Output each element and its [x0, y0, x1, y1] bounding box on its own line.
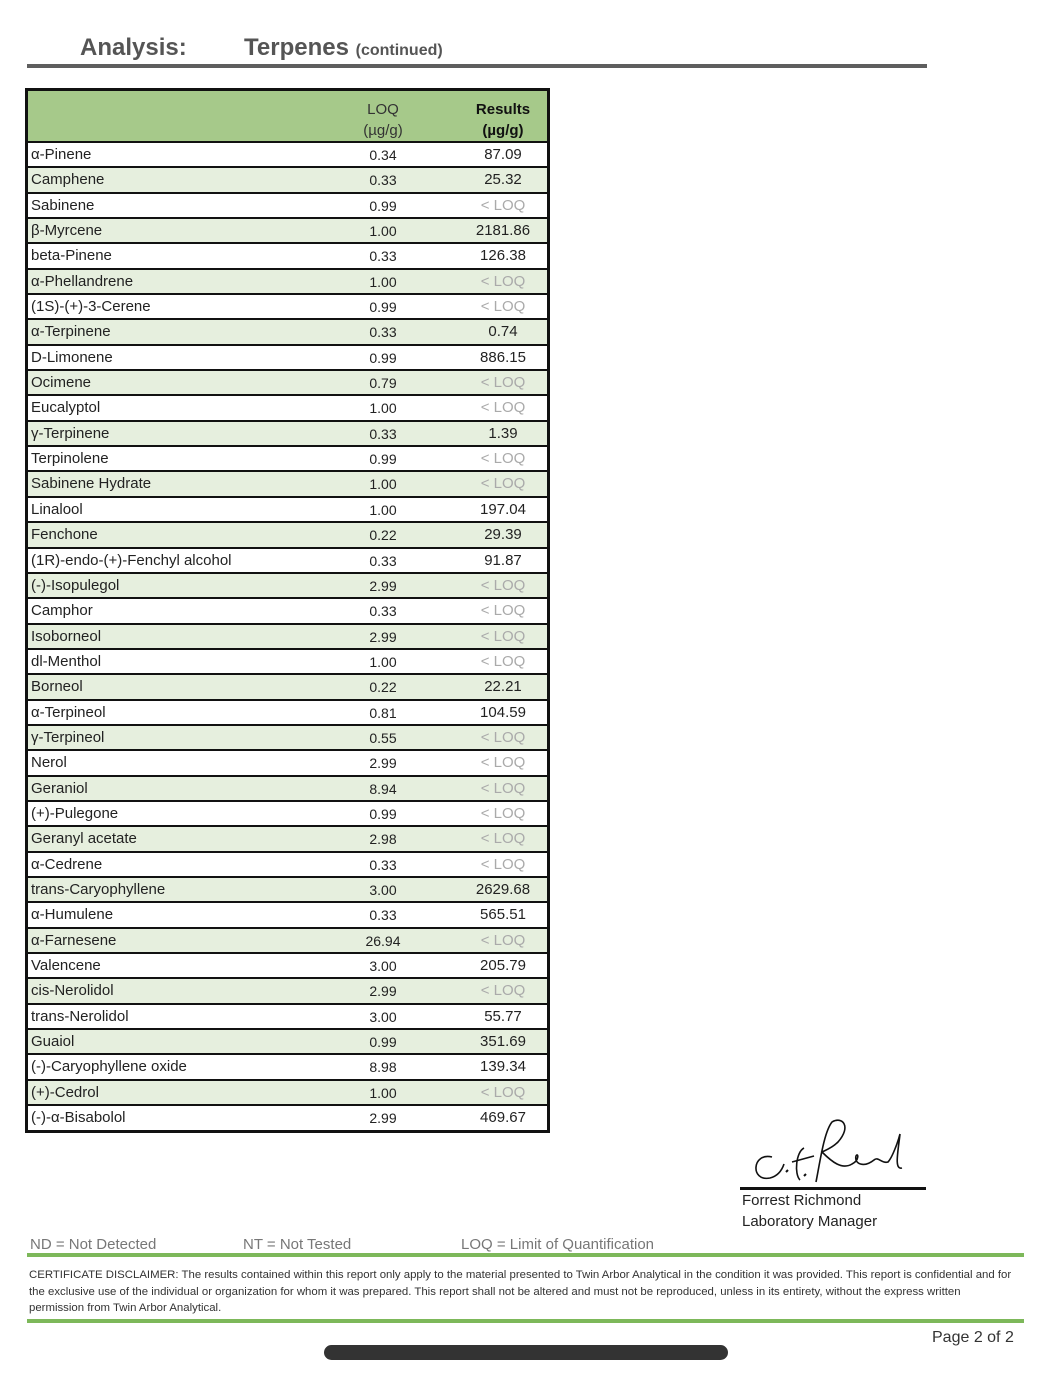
loq-value: 1.00 [369, 653, 397, 670]
analyte-name: (1S)-(+)-3-Cerene [31, 298, 151, 316]
analyte-name: (-)-α-Bisabolol [31, 1109, 126, 1127]
result-value: 87.09 [484, 146, 522, 163]
loq-value: 1.00 [369, 476, 397, 493]
page-number: Page 2 of 2 [932, 1329, 1014, 1346]
analyte-name: D-Limonene [31, 348, 113, 366]
table-row [28, 827, 547, 852]
loq-value: 0.33 [369, 907, 397, 924]
result-value: < LOQ [480, 450, 526, 468]
table-row [28, 1106, 547, 1131]
analyte-name: Geraniol [31, 779, 88, 797]
table-row [28, 1030, 547, 1055]
analyte-name: trans-Caryophyllene [31, 880, 166, 898]
analyte-name: Linalool [31, 500, 83, 518]
loq-value: 0.33 [369, 425, 397, 442]
analyte-name: Ocimene [31, 374, 92, 392]
result-value: < LOQ [480, 576, 526, 594]
table-row [28, 270, 547, 295]
result-value: < LOQ [480, 779, 526, 797]
result-value: < LOQ [480, 931, 526, 949]
analyte-name: (+)-Cedrol [31, 1083, 99, 1101]
analyte-name: Borneol [31, 678, 83, 696]
loq-value: 0.33 [369, 552, 397, 569]
loq-value: 0.55 [369, 729, 397, 746]
loq-value: 3.00 [369, 881, 397, 898]
signature-line [740, 1187, 926, 1190]
loq-value: 1.00 [369, 1084, 397, 1101]
loq-value: 2.99 [369, 983, 397, 1000]
table-row [28, 472, 547, 497]
analyte-name: Fenchone [31, 526, 98, 544]
table-row [28, 751, 547, 776]
table-row [28, 295, 547, 320]
result-value: < LOQ [480, 855, 526, 873]
analyte-name: Eucalyptol [31, 399, 101, 417]
result-value: 1.39 [488, 424, 518, 442]
result-value: 2181.86 [475, 222, 531, 240]
column-header-results [458, 99, 548, 141]
column-header-loq [348, 99, 418, 141]
result-value: 469.67 [480, 1109, 526, 1127]
results-header-line1: Results [475, 101, 531, 118]
result-value: 886.15 [480, 348, 526, 366]
loq-value: 1.00 [369, 501, 397, 518]
table-row [28, 498, 547, 523]
loq-value: 8.98 [369, 1059, 397, 1076]
loq-value: 2.99 [369, 628, 397, 645]
table-body [28, 143, 547, 1131]
loq-value: 0.99 [369, 197, 397, 214]
table-row [28, 979, 547, 1004]
loq-value: 0.33 [369, 856, 397, 873]
loq-value: 0.34 [369, 147, 397, 163]
result-value: 25.32 [484, 171, 522, 189]
loq-header-line1: LOQ [367, 101, 399, 118]
table-row [28, 194, 547, 219]
result-value: 565.51 [480, 906, 526, 924]
loq-value: 0.79 [369, 375, 397, 392]
analyte-name: Terpinolene [31, 450, 109, 468]
result-value: 55.77 [484, 1007, 522, 1025]
analyte-name: β-Myrcene [31, 222, 103, 240]
table-row [28, 777, 547, 802]
analyte-name: Sabinene Hydrate [31, 475, 152, 493]
table-row [28, 802, 547, 827]
section-title-text: Terpenes [244, 34, 349, 61]
loq-value: 0.33 [369, 248, 397, 265]
loq-value: 0.33 [369, 324, 397, 341]
result-value: 104.59 [480, 703, 526, 721]
loq-header-line2: (µg/g) [363, 122, 403, 139]
page-header [0, 0, 1059, 80]
legend-nt: NT = Not Tested [243, 1236, 352, 1253]
result-value: < LOQ [480, 728, 526, 746]
loq-value: 1.00 [369, 273, 397, 290]
table-row [28, 168, 547, 193]
table-row [28, 853, 547, 878]
result-value: < LOQ [480, 374, 526, 392]
loq-value: 0.22 [369, 679, 397, 696]
result-value: < LOQ [480, 298, 526, 316]
table-row [28, 1081, 547, 1106]
analyte-name: dl-Menthol [31, 652, 102, 670]
analyte-name: α-Cedrene [31, 855, 103, 873]
loq-value: 2.99 [369, 755, 397, 772]
result-value: < LOQ [480, 196, 526, 214]
loq-value: 0.81 [369, 704, 397, 721]
analyte-name: Camphor [31, 602, 93, 620]
results-header-line2: (µg/g) [482, 122, 524, 139]
analyte-name: Geranyl acetate [31, 830, 137, 848]
analyte-name: α-Phellandrene [31, 272, 134, 290]
signatory-name: Forrest Richmond [742, 1192, 862, 1209]
result-value: < LOQ [480, 982, 526, 1000]
table-row [28, 878, 547, 903]
certificate-disclaimer: CERTIFICATE DISCLAIMER: The results contained within this report only apply to the material presented to Twin Arbor Analytical in the condition it was provided. This report is confidential and for the exclusive use of the individual or organization for whom it was prepared. This report shall not be altered and must not be reproduced, unless in its entirety, without the express written permission from Twin Arbor Analytical. [29, 1269, 1012, 1314]
signatory-title: Laboratory Manager [742, 1213, 878, 1230]
loq-value: 0.22 [369, 527, 397, 544]
table-row [28, 574, 547, 599]
analyte-name: (-)-Caryophyllene oxide [31, 1058, 187, 1076]
home-indicator-bar[interactable] [324, 1345, 728, 1360]
table-row [28, 396, 547, 421]
result-value: 29.39 [484, 526, 522, 544]
loq-value: 2.99 [369, 1110, 397, 1127]
result-value: 22.21 [484, 678, 522, 696]
analysis-label: Analysis: [80, 34, 187, 61]
loq-value: 2.99 [369, 577, 397, 594]
result-value: < LOQ [480, 652, 526, 670]
table-row [28, 599, 547, 624]
analyte-name: (1R)-endo-(+)-Fenchyl alcohol [31, 551, 232, 569]
loq-value: 0.33 [369, 603, 397, 620]
legend-nd: ND = Not Detected [30, 1236, 157, 1253]
loq-value: 2.98 [369, 831, 397, 848]
result-value: 91.87 [484, 551, 522, 569]
loq-value: 0.99 [369, 805, 397, 822]
legend-loq: LOQ = Limit of Quantification [461, 1236, 655, 1253]
table-row [28, 1055, 547, 1080]
analyte-name: α-Terpinene [31, 323, 111, 341]
table-row [28, 371, 547, 396]
loq-value: 0.99 [369, 451, 397, 468]
analyte-name: Sabinene [31, 196, 95, 214]
table-row [28, 954, 547, 979]
result-value: < LOQ [480, 830, 526, 848]
result-value: 2629.68 [475, 880, 531, 898]
result-value: 0.74 [488, 323, 518, 341]
result-value: 126.38 [480, 247, 526, 265]
loq-value: 26.94 [365, 932, 401, 949]
table-row [28, 929, 547, 954]
analyte-name: γ-Terpineol [31, 728, 105, 746]
disclaimer-top-rule [27, 1253, 1024, 1257]
loq-value: 0.99 [369, 1034, 397, 1051]
table-row [28, 701, 547, 726]
analyte-name: Nerol [31, 754, 67, 772]
result-value: 139.34 [480, 1058, 526, 1076]
analyte-name: beta-Pinene [31, 247, 112, 265]
table-row [28, 447, 547, 472]
analyte-name: α-Farnesene [31, 931, 117, 949]
analyte-name: α-Humulene [31, 906, 114, 924]
table-row [28, 726, 547, 751]
result-value: < LOQ [480, 272, 526, 290]
loq-value: 0.99 [369, 349, 397, 366]
terpenes-table [25, 88, 550, 1133]
table-header [28, 91, 547, 143]
table-row [28, 549, 547, 574]
loq-value: 8.94 [369, 780, 397, 797]
result-value: 197.04 [480, 500, 526, 518]
result-value: < LOQ [480, 804, 526, 822]
analyte-name: α-Terpineol [31, 703, 106, 721]
analyte-name: (+)-Pulegone [31, 804, 119, 822]
analyte-name: Isoborneol [31, 627, 102, 645]
result-value: < LOQ [480, 602, 526, 620]
table-row [28, 219, 547, 244]
analyte-name: Camphene [31, 171, 105, 189]
result-value: < LOQ [480, 754, 526, 772]
loq-value: 1.00 [369, 400, 397, 417]
result-value: 351.69 [480, 1033, 526, 1051]
analyte-name: cis-Nerolidol [31, 982, 114, 1000]
analyte-name: trans-Nerolidol [31, 1007, 129, 1025]
table-row [28, 625, 547, 650]
disclaimer-bottom-rule [27, 1319, 1024, 1323]
table-row [28, 903, 547, 928]
table-row [28, 523, 547, 548]
result-value: 205.79 [480, 957, 526, 974]
analyte-name: Valencene [31, 957, 101, 974]
result-value: < LOQ [480, 399, 526, 417]
loq-value: 0.33 [369, 172, 397, 189]
table-row [28, 346, 547, 371]
result-value: < LOQ [480, 475, 526, 493]
signature-image [742, 1112, 932, 1192]
table-row [28, 422, 547, 447]
analyte-name: α-Pinene [31, 146, 92, 163]
analyte-name: Guaiol [31, 1033, 75, 1051]
loq-value: 3.00 [369, 1008, 397, 1025]
table-row [28, 675, 547, 700]
section-title-suffix: (continued) [355, 42, 443, 59]
table-row [28, 320, 547, 345]
result-value: < LOQ [480, 627, 526, 645]
analyte-name: (-)-Isopulegol [31, 576, 120, 594]
section-title [244, 34, 443, 62]
loq-value: 1.00 [369, 223, 397, 240]
table-row [28, 244, 547, 269]
result-value: < LOQ [480, 1083, 526, 1101]
loq-value: 3.00 [369, 958, 397, 974]
table-row [28, 143, 547, 168]
table-row [28, 650, 547, 675]
table-row [28, 1005, 547, 1030]
header-divider [27, 64, 927, 68]
analyte-name: γ-Terpinene [31, 424, 110, 442]
loq-value: 0.99 [369, 299, 397, 316]
